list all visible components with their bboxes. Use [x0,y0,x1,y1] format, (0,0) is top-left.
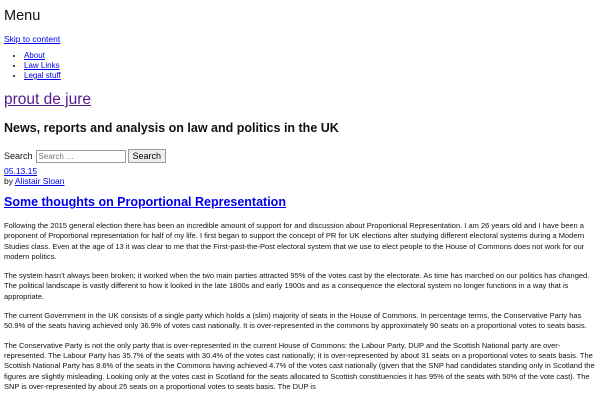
nav-item-about [24,51,596,61]
site-title-link[interactable]: prout de jure [4,91,92,108]
author-link[interactable]: Alistair Sloan [14,176,65,186]
skip-to-content-link[interactable]: Skip to content [4,34,61,44]
nav-item-law-links [24,61,596,71]
nav-link-about[interactable]: About [24,51,45,60]
post-date-link[interactable]: 05.13.15 [4,166,38,176]
post-title [4,195,596,209]
post-paragraph-3: The current Government in the UK consists of a single party which holds a (slim) majority of seats in the House of Commons. In percentage terms, the Conservative Party has 50.9% of the seats having achieved only 36.9% of votes cast nationally. It is over-represented in the commons by approximately 90 seats on a proportional votes to seats basis. [4,311,587,331]
post-paragraph-2: The system hasn’t always been broken; it worked when the two main parties attracted 95% of the votes cast by the electorate. As time has marched on our politics has changed. The political landscape is vastly different to how it looked in the late 1800s and early 1900s and as a consequence the electoral system no longer functions in a way that is appropriate. [4,271,590,301]
by-label: by [4,176,13,186]
nav-link-legal-stuff[interactable]: Legal stuff [24,71,61,80]
post [4,166,596,392]
menu-title: Menu [4,8,41,24]
search-form [4,149,596,163]
nav-menu [4,51,596,81]
nav-item-legal-stuff [24,71,596,81]
post-byline [4,176,596,186]
site-tagline: News, reports and analysis on law and politics in the UK [4,121,339,135]
post-title-link[interactable]: Some thoughts on Proportional Representation [4,195,286,209]
nav-link-law-links[interactable]: Law Links [24,61,60,70]
post-paragraph-1: Following the 2015 general election there has been an incredible amount of support for and discussion about Proportional Representation. I am 26 years old and I have been a proponent of Proportional representation for half of my life. I first began to support the concept of PR for UK elections after studying different electoral systems during a Modern Studies class. Even at the age of 13 it was clear to me that the First-past-the-Post electoral system that we use to elect people to the House of Commons does not work for our modern politics. [4,221,585,261]
search-label: Search [4,151,33,161]
search-input[interactable] [36,150,126,163]
search-button[interactable]: Search [128,149,167,163]
post-paragraph-4: The Conservative Party is not the only party that is over-represented in the current House of Commons: the Labour Party, DUP and the Scottish National party are over-represented. The Labour Party has 35.7% of the seats with 30.4% of the votes cast nationally; it is over-represented by about 31 seats on a proportional votes to seats basis. The Scottish National Party has 8.6% of the seats in the Commons having achieved 4.7% of the votes cast nationally (given that the SNP had candidates standing only in Scotland the figures are slightly misleading. Looking only at the votes cast in Scotland for the seats allocated to Scottish constituencies it has 95% of the seats with 50% of the vote cast). The SNP is over-represented by about 25 seats on a proportional votes to seats basis. The DUP is [4,340,595,391]
